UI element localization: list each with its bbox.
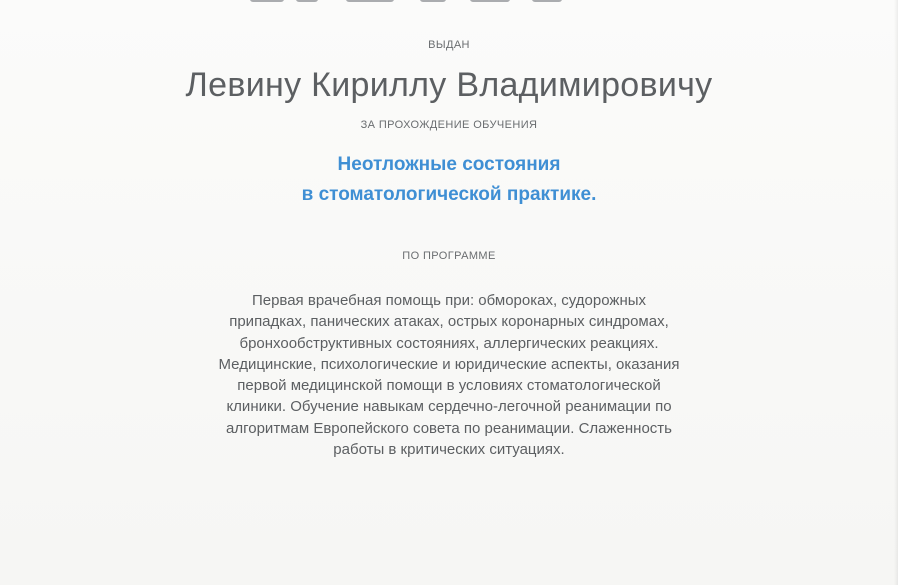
scan-edge-shadow (894, 0, 898, 585)
program-line: алгоритмам Европейского совета по реанимации. Слаженность (226, 419, 672, 437)
program-line: работы в критических ситуациях. (333, 441, 565, 459)
program-line: первой медицинской помощи в условиях стоматологической (237, 377, 661, 395)
program-line: Первая врачебная помощь при: обмороках, судорожных (251, 292, 647, 309)
issued-label: ВЫДАН (428, 39, 470, 51)
program-description (130, 290, 768, 460)
cropped-header-fragment (250, 0, 570, 6)
course-title-line: в стоматологической практике. (301, 184, 597, 205)
program-line: припадках, панических атаках, острых коронарных синдромах, (229, 313, 669, 331)
program-line: клиники. Обучение навыкам сердечно-легочной реанимации по (226, 398, 672, 416)
for-label: ЗА ПРОХОЖДЕНИЕ ОБУЧЕНИЯ (360, 119, 538, 131)
program-line: бронхообструктивных состояниях, аллергических реакциях. (239, 334, 659, 352)
program-line: Медицинские, психологические и юридические аспекты, оказания (218, 355, 680, 373)
recipient-name: Левину Кириллу Владимировичу (185, 66, 713, 104)
course-title (0, 150, 898, 210)
program-label: ПО ПРОГРАММЕ (402, 250, 496, 262)
course-title-line: Неотложные состояния (337, 154, 561, 175)
